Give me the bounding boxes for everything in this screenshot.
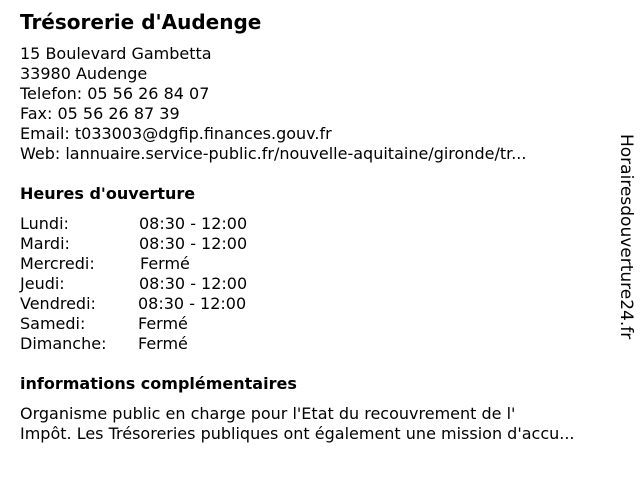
day-hours: 08:30 - 12:00 — [139, 214, 248, 233]
day-label: Mercredi: — [20, 254, 95, 273]
day-label: Mardi: — [20, 234, 70, 253]
day-label: Samedi: — [20, 314, 86, 333]
day-hours: 08:30 - 12:00 — [139, 274, 248, 293]
day-hours: Fermé — [138, 314, 188, 333]
day-hours: Fermé — [138, 334, 188, 353]
day-hours: 08:30 - 12:00 — [138, 294, 247, 313]
info-line: Organisme public en charge pour l'Etat du recouvrement de l' — [20, 404, 516, 423]
phone-number: Telefon: 05 56 26 84 07 — [20, 84, 210, 103]
day-hours: 08:30 - 12:00 — [139, 234, 248, 253]
address-city: 33980 Audenge — [20, 64, 148, 83]
info-description — [20, 404, 632, 444]
day-hours: Fermé — [140, 254, 190, 273]
site-watermark: Horairesdouverture24.fr — [616, 134, 636, 340]
day-label: Lundi: — [20, 214, 69, 233]
website-link: Web: lannuaire.service-public.fr/nouvelle-aquitaine/gironde/tr... — [20, 144, 527, 163]
email-address: Email: t033003@dgfip.finances.gouv.fr — [20, 124, 332, 143]
day-label: Dimanche: — [20, 334, 107, 353]
info-line: Impôt. Les Trésoreries publiques ont également une mission d'accu... — [20, 424, 575, 443]
page-title: Trésorerie d'Audenge — [20, 10, 262, 34]
hours-heading: Heures d'ouverture — [20, 184, 196, 203]
contact-block — [20, 44, 526, 164]
info-heading: informations complémentaires — [20, 374, 297, 393]
day-label: Vendredi: — [20, 294, 96, 313]
address-street: 15 Boulevard Gambetta — [20, 44, 212, 63]
day-label: Jeudi: — [20, 274, 65, 293]
fax-number: Fax: 05 56 26 87 39 — [20, 104, 180, 123]
